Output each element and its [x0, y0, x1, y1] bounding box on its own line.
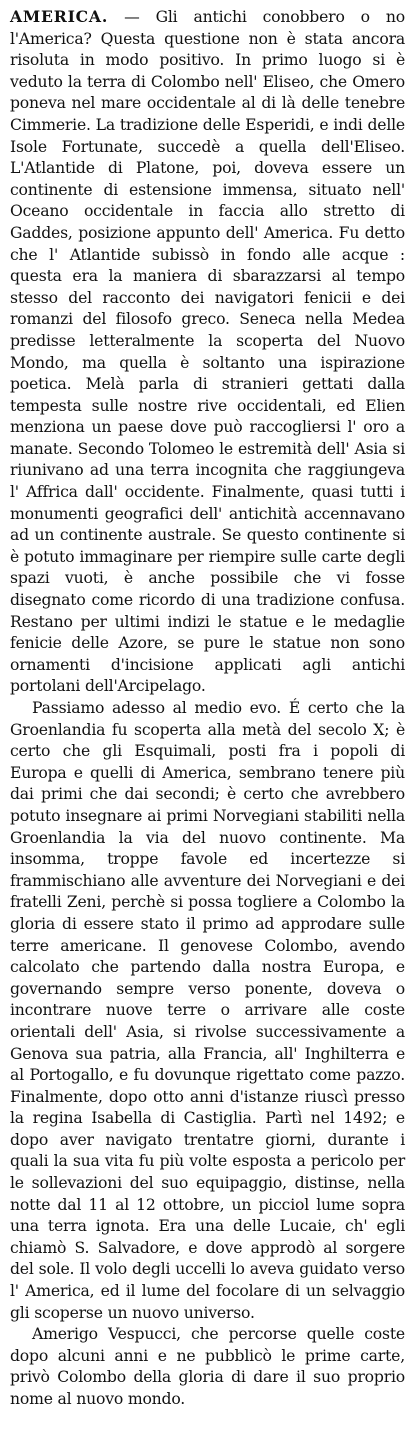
- article-headword: AMERICA.: [10, 7, 109, 26]
- paragraph-text-1: — Gli antichi conobbero o no l'America? Questa questione non è stata ancora risoluta in modo positivo. In primo luogo si è veduto la terra di Colombo nell' Eliseo, che Omero poneva nel mare occidentale al di là delle tenebre Cimmerie. La tradizione delle Esperidi, e indi delle Isole Fortunate, succedè a quella dell'Eliseo. L'Atlantide di Platone, poi, doveva essere un continente di estensione immensa, situato nell' Oceano occidentale in faccia allo stretto di Gaddes, posizione appunto dell' America. Fu detto che l' Atlantide subissò in fondo alle acque : questa era la maniera di sbarazzarsi al tempo stesso del racconto dei navigatori fenicii e dei romanzi del filosofo greco. Seneca nella Medea predisse letteralmente la scoperta del Nuovo Mondo, ma quella è soltanto una ispirazione poetica. Melà parla di stranieri gettati dalla tempesta sulle nostre rive occidentali, ed Elien menziona un paese dove può raccogliersi l' oro a manate. Secondo Tolomeo le estremità dell' Asia si riunivano ad una terra incognita che raggiungeva l' Affrica dall' occidente. Finalmente, quasi tutti i monumenti geografici dell' antichità accennavano ad un continente australe. Se questo continente si è potuto immaginare per riempire sulle carte degli spazi vuoti, è anche possibile che vi fosse disegnato come ricordo di una tradizione confusa. Restano per ultimi indizi le statue e le medaglie fenicie delle Azore, se pure le statue non sono ornamenti d'incisione applicati agli antichi portolani dell'Arcipelago.: [10, 7, 405, 696]
- article-paragraph-1: [10, 6, 405, 697]
- article-paragraph-3: [10, 1323, 405, 1409]
- paragraph-text-3: Amerigo Vespucci, che percorse quelle coste dopo alcuni anni e ne pubblicò le prime carte, privò Colombo della gloria di dare il suo proprio nome al nuovo mondo.: [10, 1324, 405, 1408]
- paragraph-text-2: Passiamo adesso al medio evo. É certo che la Groenlandia fu scoperta alla metà del secolo X; è certo che gli Esquimali, posti fra i popoli di Europa e quelli di America, sembrano tenere più dai primi che dai secondi; è certo che avrebbero potuto insegnare ai primi Norvegiani stabiliti nella Groenlandia la via del nuovo continente. Ma insomma, troppe favole ed incertezze si frammischiano alle avventure dei Norvegiani e dei fratelli Zeni, perchè si possa togliere a Colombo la gloria di essere stato il primo ad approdare sulle terre americane. Il genovese Colombo, avendo calcolato che partendo dalla nostra Europa, e governando sempre verso ponente, doveva o incontrare nuove terre o arrivare alle coste orientali dell' Asia, si rivolse successivamente a Genova sua patria, alla Francia, all' Inghilterra e al Portogallo, e fu dovunque rigettato come pazzo. Finalmente, dopo otto anni d'istanze riuscì presso la regina Isabella di Castiglia. Partì nel 1492; e dopo aver navigato trentatre giorni, durante i quali la sua vita fu più volte esposta a pericolo per le sollevazioni del suo equipaggio, distinse, nella notte dal 11 al 12 ottobre, un picciol lume sopra una terra ignota. Era una delle Lucaie, ch' egli chiamò S. Salvadore, e dove approdò al sorgere del sole. Il volo degli uccelli lo aveva guidato verso l' America, ed il lume del focolare di un selvaggio gli scoperse un nuovo universo.: [10, 698, 405, 1322]
- article-paragraph-2: [10, 697, 405, 1323]
